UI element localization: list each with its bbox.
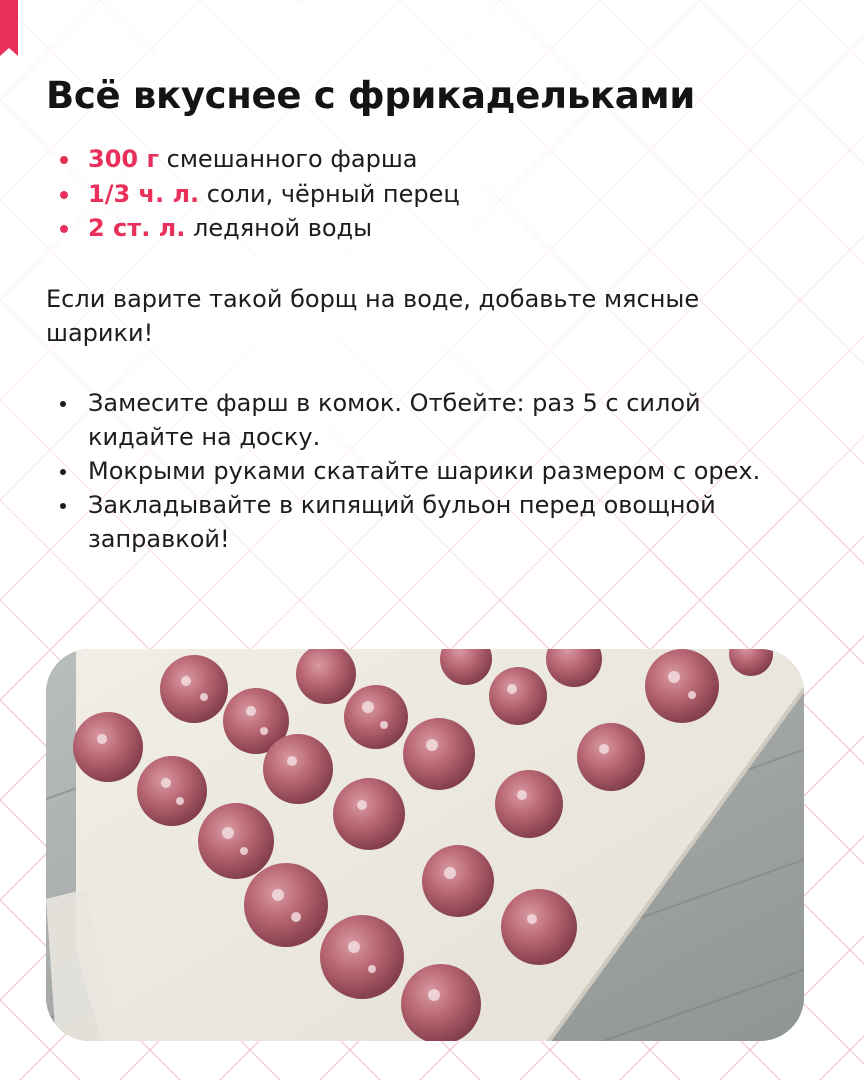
meatballs-illustration (46, 649, 804, 1041)
step-text: Мокрыми руками скатайте шарики размером с орех. (88, 456, 761, 485)
page-title: Всё вкуснее с фрикадельками (46, 74, 695, 117)
bullet-icon (60, 401, 66, 407)
bookmark-icon (0, 0, 18, 56)
step-item (46, 488, 778, 556)
ingredient-item (46, 177, 826, 212)
ingredient-item (46, 142, 826, 177)
ingredient-amount: 300 г (88, 145, 159, 173)
note-paragraph: Если варите такой борщ на воде, добавьте мясные шарики! (46, 284, 700, 347)
bullet-icon (60, 156, 68, 164)
meatballs-photo (46, 649, 804, 1041)
bullet-icon (60, 191, 68, 199)
ingredient-text: ледяной воды (185, 214, 373, 242)
ingredient-text: соли, чёрный перец (199, 179, 460, 208)
bullet-icon (60, 469, 66, 475)
step-text: Замесите фарш в комок. Отбейте: раз 5 с силой кидайте на доску. (88, 388, 701, 451)
step-text: Закладывайте в кипящий бульон перед овощной заправкой! (88, 490, 716, 553)
step-item (46, 454, 778, 488)
article-content (46, 70, 826, 556)
ingredient-text: смешанного фарша (159, 145, 418, 173)
step-item (46, 386, 778, 454)
ingredient-item (46, 211, 826, 246)
ingredient-amount: 2 ст. л. (88, 214, 186, 242)
ingredient-amount: 1/3 ч. л. (88, 179, 200, 208)
bullet-icon (60, 503, 66, 509)
ingredients-list (46, 142, 826, 246)
steps-list (46, 386, 826, 556)
bullet-icon (60, 225, 68, 233)
